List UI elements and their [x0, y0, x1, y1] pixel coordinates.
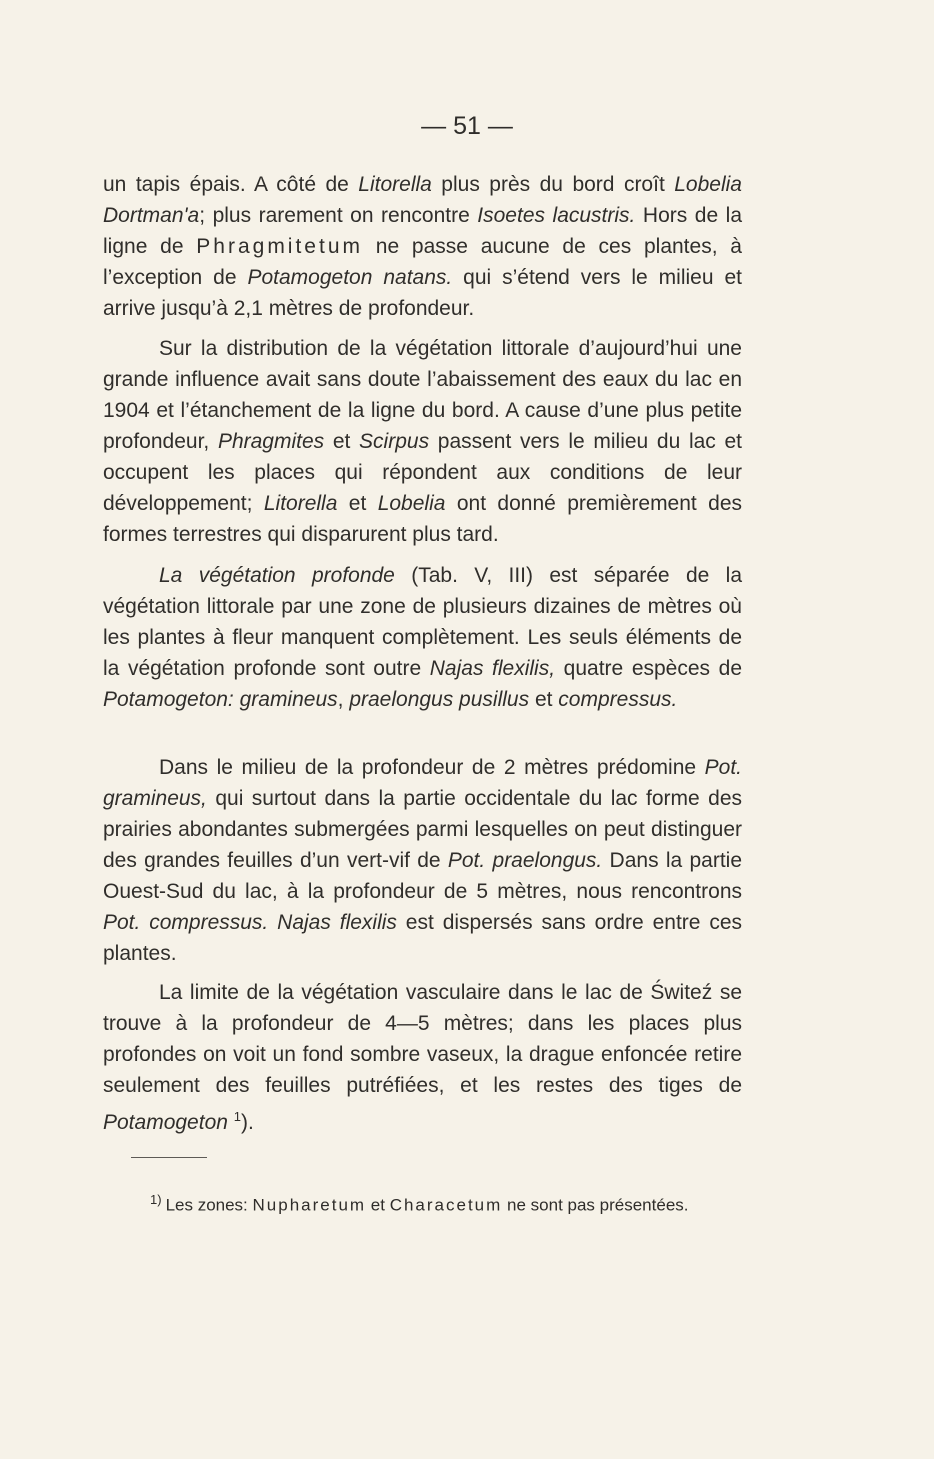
- paragraph-3-part-8: et: [529, 688, 559, 711]
- paragraph-2-part-5: passent vers le milieu du lac et occupent les places qui répondent aux conditions de leur développement;: [103, 430, 742, 515]
- paragraph-1-part-3: plus près du bord croît: [431, 173, 675, 196]
- paragraph-1-part-10: Potamogeton natans.: [247, 266, 453, 289]
- paragraph-3-part-6: ,: [337, 688, 350, 711]
- paragraph-4-part-9: est dispersés sans ordre entre ces plantes.: [103, 911, 743, 965]
- paragraph-3-part-3: Najas flexilis,: [429, 657, 556, 680]
- paragraph-4-part-8: Najas flexilis: [277, 911, 397, 934]
- paragraph-4-part-6: Pot. compressus.: [103, 911, 269, 934]
- paragraph-5-part-1: La limite de la végétation vasculaire dans le lac de Świteź se trouve à la profondeur de 4—5 mètres; dans les places plus profondes on voit un fond sombre vaseux, la drague enfoncée retire seulement des feuilles putréfiées, et les restes des tiges de: [103, 981, 742, 1097]
- paragraph-1-part-8: Phragmitetum: [196, 235, 363, 258]
- page-number: — 51 —: [421, 112, 513, 140]
- paragraph-4-part-2: Pot. gramineus,: [103, 756, 742, 810]
- paragraph-1-part-5: ; plus rarement on rencontre: [199, 204, 478, 227]
- paragraph-2-part-7: et: [337, 492, 378, 515]
- paragraph-1-part-9: ne passe aucune de ces plantes, à l’exception de: [103, 235, 742, 289]
- paragraph-4-part-7: [268, 911, 277, 934]
- paragraph-1: [103, 169, 742, 324]
- paragraph-1-part-6: Isoetes lacustris.: [477, 204, 636, 227]
- paragraph-4-part-5: Dans la partie Ouest-Sud du lac, à la profondeur de 5 mètres, nous rencontrons: [103, 849, 743, 903]
- paragraph-4-part-3: qui surtout dans la partie occidentale du lac forme des prairies abondantes submergées parmi lesquelles on peut distinguer des grandes feuilles d’un vert-vif de: [103, 787, 742, 872]
- paragraph-2-part-6: Litorella: [263, 492, 338, 515]
- paragraph-1-part-1: un tapis épais. A côté de: [103, 173, 359, 196]
- paragraph-2-part-4: Scirpus: [359, 430, 430, 453]
- paragraph-3: [103, 560, 742, 715]
- paragraph-2-part-8: Lobelia: [377, 492, 446, 515]
- footnote-part-1: Les zones:: [165, 1195, 253, 1215]
- paragraph-4: [103, 752, 742, 969]
- paragraph-2-part-2: Phragmites: [217, 430, 325, 453]
- paragraph-3-part-9: compressus.: [558, 688, 678, 711]
- paragraph-1-part-2: Litorella: [358, 173, 432, 196]
- paragraph-4-part-1: Dans le milieu de la profondeur de 2 mètres prédomine: [159, 756, 705, 779]
- footnote-part-5: ne sont pas présentées.: [502, 1195, 689, 1215]
- paragraph-3-part-2: (Tab. V, III) est séparée de la végétation littorale par une zone de plusieurs dizaines de mètres où les plantes à fleur manquent complètement. Les seuls éléments de la végétation profonde sont outre: [103, 564, 743, 680]
- footnote-part-4: Characetum: [389, 1195, 503, 1215]
- footnote-reference: 1: [233, 1109, 242, 1124]
- paragraph-2-part-3: et: [324, 430, 360, 453]
- paragraph-3-part-7: praelongus pusillus: [349, 688, 530, 711]
- paragraph-1-part-11: qui s’étend vers le milieu et arrive jusqu’à 2,1 mètres de profondeur.: [103, 266, 742, 320]
- footnote-part-3: et: [366, 1195, 390, 1215]
- paragraph-2: [103, 333, 742, 550]
- paragraph-3-part-1: La végétation profonde: [159, 564, 395, 587]
- paragraph-1-part-4: Lobelia Dortman'a: [103, 173, 742, 227]
- paragraph-2-part-1: Sur la distribution de la végétation littorale d’aujourd’hui une grande influence avait sans doute l’abaissement des eaux du lac en 1904 et l’étanchement de la ligne du bord. A cause d’une plus petite profondeur,: [103, 337, 742, 453]
- paragraph-1-part-7: Hors de la ligne de: [103, 204, 742, 258]
- footnote: [150, 1188, 740, 1218]
- paragraph-5-part-2: Potamogeton: [103, 1111, 228, 1134]
- footnote-marker: 1): [150, 1192, 162, 1207]
- footnote-separator: [131, 1157, 207, 1158]
- footnote-part-2: Nupharetum: [252, 1195, 367, 1215]
- paragraph-2-part-9: ont donné premièrement des formes terrestres qui disparurent plus tard.: [103, 492, 743, 546]
- paragraph-5-part-5: ).: [241, 1111, 254, 1134]
- paragraph-5: [103, 977, 742, 1138]
- paragraph-4-part-4: Pot. praelongus.: [447, 849, 603, 872]
- paragraph-3-part-5: Potamogeton: gramineus: [103, 688, 338, 711]
- paragraph-3-part-4: quatre espèces de: [555, 657, 742, 680]
